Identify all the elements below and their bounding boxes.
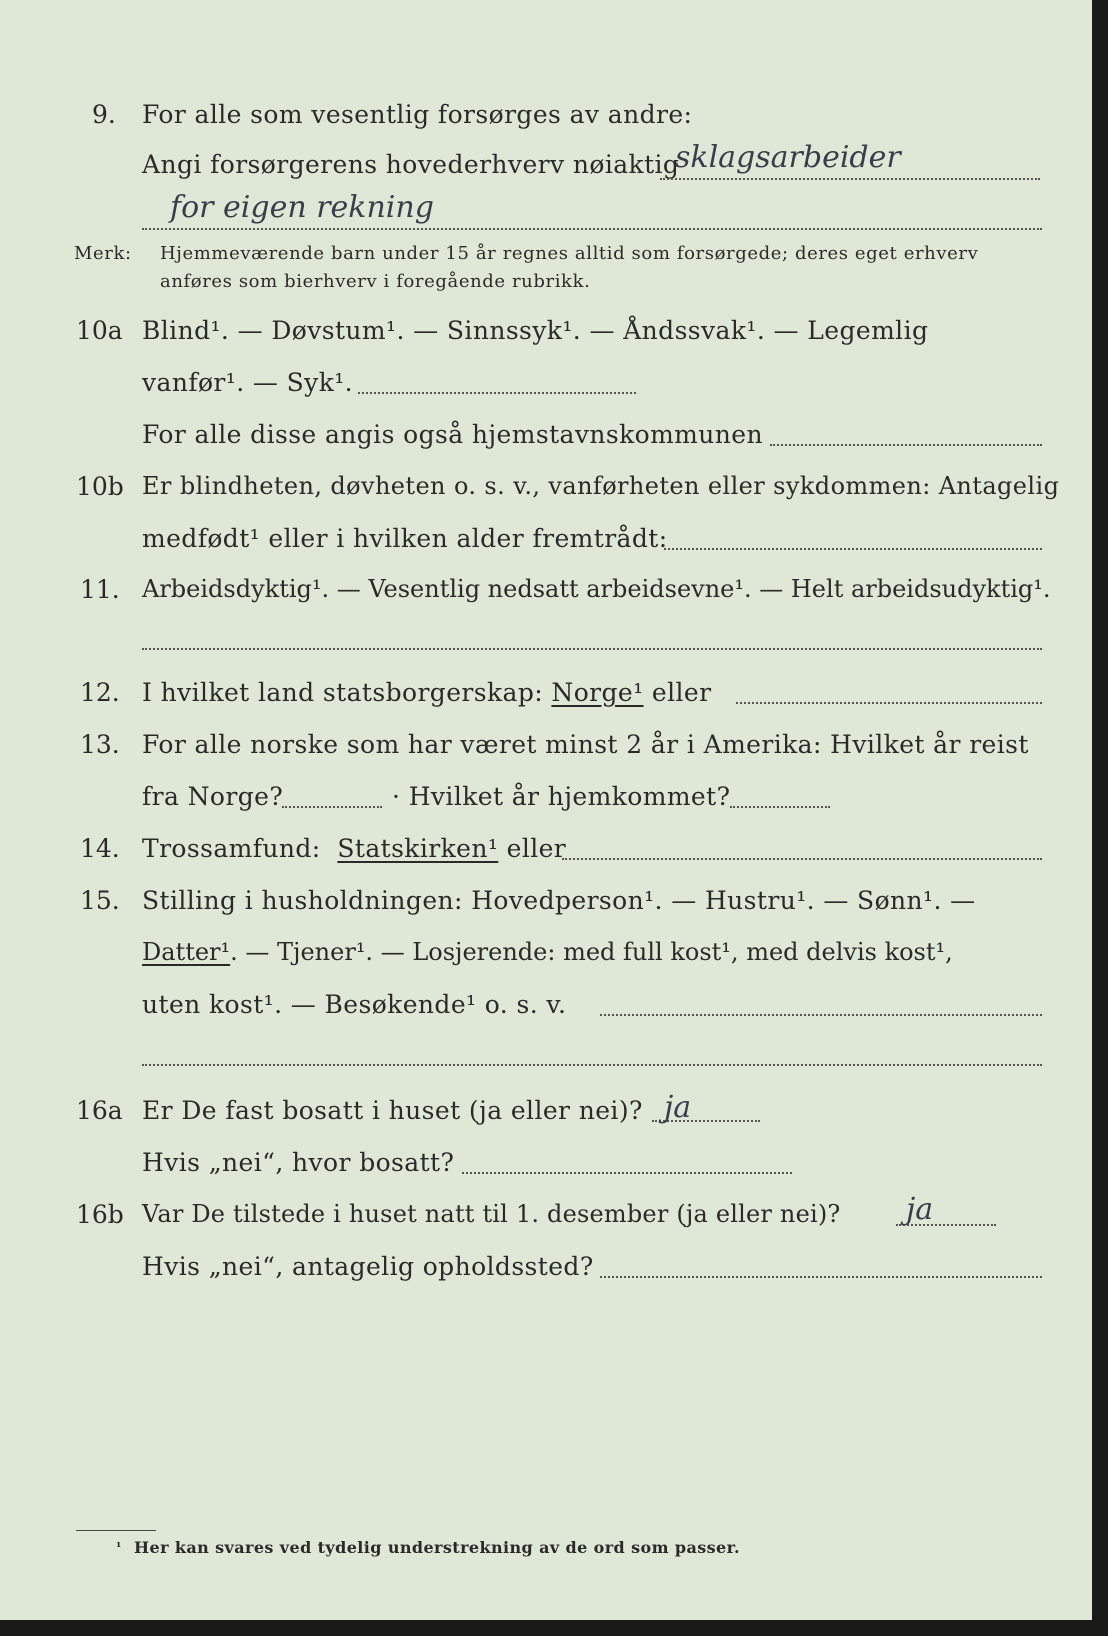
q16a-bosatt-answer-line[interactable] [462,1172,792,1174]
q16b-line2: Hvis „nei“, antagelig opholdssted? [142,1252,594,1281]
footnote-text: Her kan svares ved tydelig understrekning av de ord som passer. [134,1538,740,1557]
q15-answer-line1[interactable] [600,1014,1042,1016]
q11-answer-line[interactable] [142,648,1042,650]
q9-question-line2: Angi forsørgerens hovederhverv nøiaktig [142,150,680,179]
q14-answer-line[interactable] [562,858,1042,860]
q13-line1: For alle norske som har været minst 2 år i Amerika: Hvilket år reist [142,730,1029,759]
q15-line3: uten kost¹. — Besøkende¹ o. s. v. [142,990,567,1019]
q10a-number: 10a [76,316,123,345]
q9-question-line1: For alle som vesentlig forsørges av andre: [142,100,693,129]
q14-eller: eller [506,834,567,863]
q12-question: I hvilket land statsborgerskap: [142,678,544,707]
q14-line [142,834,566,863]
q10a-line2: vanfør¹. — Syk¹. [142,368,354,397]
q12-answer-line[interactable] [736,702,1042,704]
q15-line2 [142,938,953,966]
q14-number: 14. [80,834,120,863]
q10a-syk-answer-line[interactable] [358,392,636,394]
q13-hjemkommet-text: Hvilket år hjemkommet? [408,782,731,811]
q16a-number: 16a [76,1096,123,1125]
q13-reist-label: fra Norge? [142,782,284,811]
q15-answer-line2[interactable] [142,1064,1042,1066]
q15-underlined-datter: Datter¹ [142,938,231,966]
merk-note-line2: anføres som bierhverv i foregående rubrikk. [160,271,591,292]
q12-eller: eller [651,678,712,707]
q9-answer-line1[interactable] [660,178,1040,180]
q11-number: 11. [80,575,120,604]
footnote-rule [76,1530,156,1531]
q15-line2-rest: . — Tjener¹. — Losjerende: med full kost¹, med delvis kost¹, [230,938,953,966]
q15-line1: Stilling i husholdningen: Hovedperson¹. — Hustru¹. — Sønn¹. — [142,886,976,915]
q10a-line1: Blind¹. — Døvstum¹. — Sinnssyk¹. — Åndssvak¹. — Legemlig [142,316,929,345]
q14-underlined-answer: Statskirken¹ [337,834,499,863]
q16a-line1: Er De fast bosatt i huset (ja eller nei)? [142,1096,643,1125]
merk-note-line1: Hjemmeværende barn under 15 år regnes alltid som forsørgede; deres eget erhverv [160,243,979,264]
q10a-line3: For alle disse angis også hjemstavnskommunen [142,420,763,449]
q13-hjemkommet-label: · Hvilket år hjemkommet? [392,782,731,811]
q16a-handwritten-answer: ja [664,1090,692,1125]
q16b-line1: Var De tilstede i huset natt til 1. desember (ja eller nei)? [142,1200,841,1228]
q16b-answer-line2[interactable] [600,1276,1042,1278]
q9-handwritten-answer1: sklagsarbeider [675,140,901,175]
q11-line1: Arbeidsdyktig¹. — Vesentlig nedsatt arbeidsevne¹. — Helt arbeidsudyktig¹. [142,575,1051,603]
q9-number: 9. [92,100,116,129]
q16b-handwritten-answer: ja [906,1192,934,1227]
q10b-line2: medfødt¹ eller i hvilken alder fremtrådt: [142,524,668,553]
q12-underlined-answer: Norge¹ [551,678,644,707]
q13-number: 13. [80,730,120,759]
q10b-number: 10b [76,472,124,501]
q16a-line2: Hvis „nei“, hvor bosatt? [142,1148,455,1177]
q15-number: 15. [80,886,120,915]
q13-hjemkommet-answer-line[interactable] [730,806,830,808]
q9-answer-line2[interactable] [142,228,1042,230]
footnote-mark: ¹ [116,1540,122,1554]
merk-label: Merk: [74,243,132,264]
q16b-number: 16b [76,1200,124,1229]
q12-number: 12. [80,678,120,707]
q14-question: Trossamfund: [142,834,321,863]
q10a-hjemstavn-answer-line[interactable] [770,444,1042,446]
q10b-answer-line[interactable] [664,548,1042,550]
q9-handwritten-answer2: for eigen rekning [170,190,434,225]
q13-reist-answer-line[interactable] [282,806,382,808]
q10b-line1: Er blindheten, døvheten o. s. v., vanførheten eller sykdommen: Antagelig [142,472,1060,500]
q12-line [142,678,711,707]
